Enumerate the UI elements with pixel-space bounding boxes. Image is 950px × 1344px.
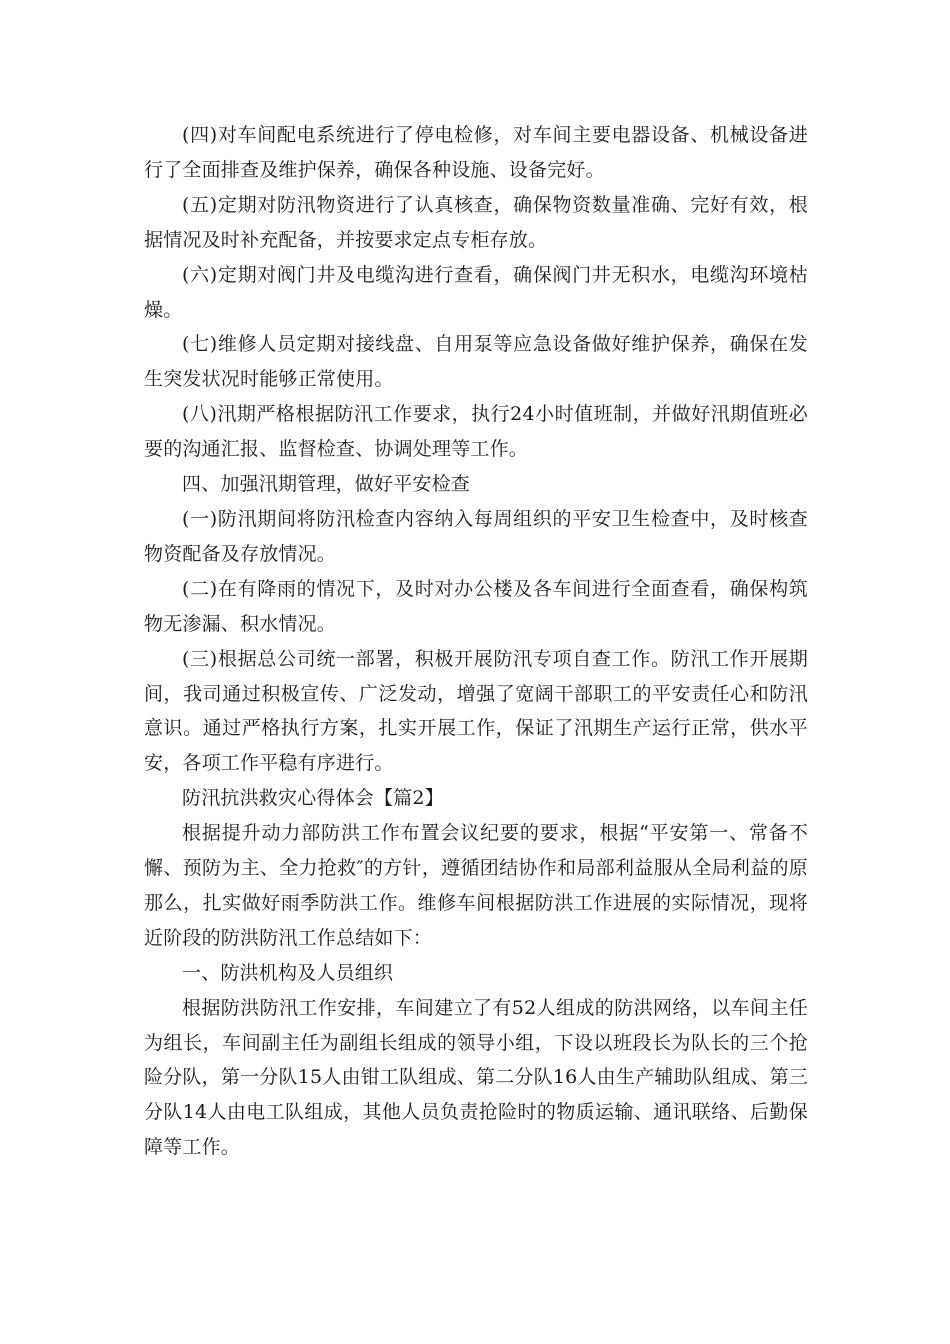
paragraph-item-7: (七)维修人员定期对接线盘、自用泵等应急设备做好维护保养，确保在发生突发状况时能够正常使用。 [144,333,808,391]
paragraph-item-1: (一)防汛期间将防汛检查内容纳入每周组织的平安卫生检查中，及时核查物资配备及存放情况。 [144,507,808,565]
paragraph-item-4: (四)对车间配电系统进行了停电检修，对车间主要电器设备、机械设备进行了全面排查及维护保养，确保各种设施、设备完好。 [144,124,808,181]
document-body [144,118,808,1165]
paragraph-item-6: (六)定期对阀门井及电缆沟进行查看，确保阀门井无积水，电缆沟环境枯燥。 [144,263,808,321]
paragraph-item-8: (八)汛期严格根据防汛工作要求，执行24小时值班制，并做好汛期值班必要的沟通汇报、监督检查、协调处理等工作。 [144,403,808,461]
article-title-part-2: 防汛抗洪救灾心得体会【篇2】 [182,787,444,810]
paragraph-item-2: (二)在有降雨的情况下，及时对办公楼及各车间进行全面查看，确保构筑物无渗漏、积水情况。 [144,577,808,635]
paragraph-item-3: (三)根据总公司统一部署，积极开展防汛专项自查工作。防汛工作开展期间，我司通过积极宣传、广泛发动，增强了宽阔干部职工的平安责任心和防汛意识。通过严格执行方案，扎实开展工作，保证了汛期生产运行正常，供水平安，各项工作平稳有序进行。 [144,647,808,775]
section-heading-1: 一、防洪机构及人员组织 [182,961,394,984]
organization-paragraph: 根据防洪防汛工作安排，车间建立了有52人组成的防洪网络，以车间主任为组长，车间副主任为副组长组成的领导小组，下设以班段长为队长的三个抢险分队，第一分队15人由钳工队组成、第二分队16人由生产辅助队组成、第三分队14人由电工队组成，其他人员负责抢险时的物质运输、通讯联络、后勤保障等工作。 [144,996,808,1159]
intro-paragraph: 根据提升动力部防洪工作布置会议纪要的要求，根据“平安第一、常备不懈、预防为主、全力抢救″的方针，遵循团结协作和局部利益服从全局利益的原那么，扎实做好雨季防洪工作。维修车间根据防洪工作进展的实际情况，现将近阶段的防洪防汛工作总结如下： [144,822,808,949]
section-heading-4: 四、加强汛期管理，做好平安检查 [182,473,471,496]
paragraph-item-5: (五)定期对防汛物资进行了认真核查，确保物资数量准确、完好有效，根据情况及时补充配备，并按要求定点专柜存放。 [144,193,808,251]
